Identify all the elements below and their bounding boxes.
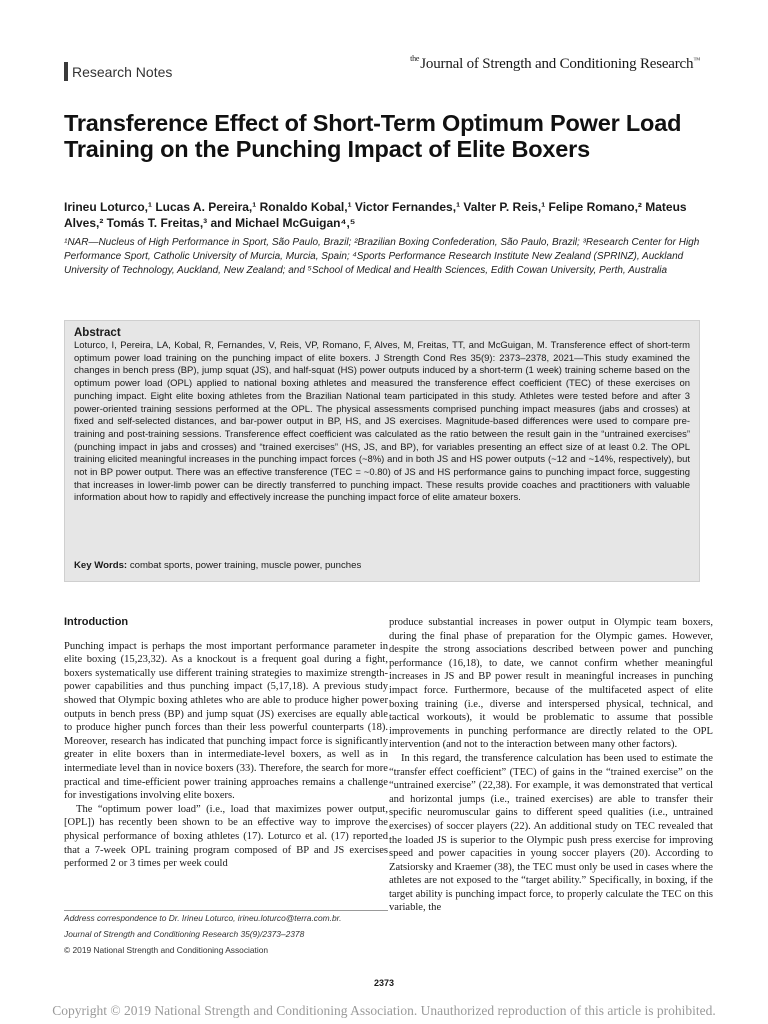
author-list: Irineu Loturco,¹ Lucas A. Pereira,¹ Ronaldo Kobal,¹ Victor Fernandes,¹ Valter P. Reis,¹ Felipe Romano,² Mateus Alves,² Tomás T. Freitas,³ and Michael McGuigan⁴,⁵	[64, 200, 687, 230]
paragraph: In this regard, the transference calculation has been used to estimate the “transfer effect coefficient” (TEC) of gains in the “trained exercise” on the “untrained exercise” (22,38). For example, it was demonstrated that vertical and horizontal jumps (i.e., trained exercises) are able to transfer their specific neuromuscular gains to different speed qualities (i.e., untrained exercises) of soccer players (22). An additional study on TEC revealed that the loaded JS is superior to the Olympic push press exercise for improving speed and power capacities in young soccer players (20). According to Zatsiorsky and Kraemer (38), the TEC must only be used in cases where the athletes are not exposed to the “target ability.” Specifically, in boxing, if the target ability is punching impact force, to properly calculate the TEC on this variable, the	[389, 752, 713, 914]
journal-trademark: ™	[693, 56, 700, 64]
affiliations: ¹NAR—Nucleus of High Performance in Sport, São Paulo, Brazil; ²Brazilian Boxing Confederation, São Paulo, Brazil; ³Research Center for High Performance Sport, Catholic University of Murcia, Murcia, Spain; ⁴Sports Performance Research Institute New Zealand (SPRINZ), Auckland University of Technology, Auckland, New Zealand; and ⁵School of Medical and Health Sciences, Edith Cowan University, Perth, Australia	[64, 237, 700, 276]
keywords-label: Key Words:	[74, 560, 128, 571]
article-title: Transference Effect of Short-Term Optimum Power Load Training on the Punching Impact of Elite Boxers	[64, 110, 682, 162]
abstract-box	[64, 320, 700, 582]
page-number: 2373	[373, 978, 395, 988]
footnotes	[64, 913, 388, 961]
paragraph: The “optimum power load” (i.e., load that maximizes power output, [OPL]) has recently been shown to be an effective way to improve the physical performance of boxing athletes (17). Loturco et al. (17) reported that a 7-week OPL training program composed of BP and JS exercises performed 2 or 3 times per week could	[64, 803, 388, 870]
footnote-divider	[64, 910, 388, 911]
copyright-banner: Copyright © 2019 National Strength and Conditioning Association. Unauthorized reproduction of this article is prohibited.	[52, 1003, 716, 1018]
right-column	[389, 616, 713, 915]
section-label	[64, 62, 172, 81]
correspondence-note: Address correspondence to Dr. Irineu Loturco, irineu.loturco@terra.com.br.	[64, 913, 342, 923]
journal-name	[410, 56, 700, 73]
copyright-note: © 2019 National Strength and Conditioning Association	[64, 945, 269, 955]
keywords	[74, 560, 361, 571]
paragraph: Punching impact is perhaps the most important performance parameter in elite boxing (15,23,32). As a knockout is a frequent goal during a fight, boxers systematically use different training strategies to maximize strength-power capabilities and thus punching impact (5,17,18). A previous study showed that Olympic boxing athletes who are able to produce higher power outputs in bench press (BP) and jump squat (JS) exercises are equally able to produce higher punch forces than their less powerful counterparts (18). Moreover, research has indicated that punching impact force is significantly greater in elite boxers than in intermediate-level boxers, as well as in intermediate level than in novice boxers (33). Therefore, the search for more practical and time-efficient power training approaches remains a challenge for investigations involving elite boxers.	[64, 640, 388, 802]
left-column	[64, 616, 388, 871]
paragraph: produce substantial increases in power output in Olympic team boxers, during the final phase of preparation for the Olympic games. However, despite the strong associations described between power and punching performance (16,18), to date, we cannot confirm whether meaningful increases in JS and BP power result in meaningful increases in punching impact force. Furthermore, because of the multifaceted aspect of elite boxing training (i.e., diverse and interspersed physical, technical, and tactical workouts), it would be problematic to assume that possible improvements in punching performance are directly related to the OPL intervention (and not to the interaction between many other factors).	[389, 617, 713, 751]
journal-name-text: Journal of Strength and Conditioning Research	[420, 56, 694, 72]
abstract-text: Loturco, I, Pereira, LA, Kobal, R, Fernandes, V, Reis, VP, Romano, F, Alves, M, Freitas, TT, and McGuigan, M. Transference effect of short-term optimum power load training on the punching impact of elite boxers. J Strength Cond Res 35(9): 2373–2378, 2021—This study examined the changes in bench press (BP), jump squat (JS), and half-squat (HS) power outputs induced by a short-term (1 week) training scheme based on the optimum power load (OPL) applied to national boxing athletes and measured the transference effect coefficient (TEC) of these exercises on punching impact. Eight elite boxing athletes from the Brazilian National team participated in this study. Athletes were tested before and after 3 power-oriented training sessions performed at the OPL. The physical assessments comprised punching impact measures (jabs and crosses) at fixed and self-selected distances, and bar-power output in BP, HS, and JS exercises. Magnitude-based differences were used to compare pre-training and post-training sessions. Transference effect coefficient was calculated as the ratio between the result gain in the “untrained exercises” (punching impact in jabs and crosses) and “trained exercises” (HS, JS, and BP), for variables presenting an effect size of at least 0.2. The OPL training elicited meaningful increases in the punching impact forces (~8%) and in both JS and HS power outputs (~12 and ~14%, respectively), but not in BP power output. There was an effective transference (TEC = ~0.80) of JS and HS performance gains to punching impact force, suggesting that increases in lower-limb power can be directly transferred to punching impact. These results provide coaches and practitioners with valuable information about how to rapidly and effectively increase the punching impact force of elite amateur boxers.	[74, 340, 690, 504]
section-label-text: Research Notes	[72, 63, 173, 80]
keywords-list: combat sports, power training, muscle power, punches	[129, 560, 362, 571]
introduction-heading: Introduction	[64, 616, 129, 628]
section-label-bar	[64, 62, 68, 81]
citation-note: Journal of Strength and Conditioning Research 35(9)/2373–2378	[64, 929, 305, 939]
abstract-heading: Abstract	[74, 327, 121, 339]
journal-name-prefix: the	[410, 54, 420, 63]
